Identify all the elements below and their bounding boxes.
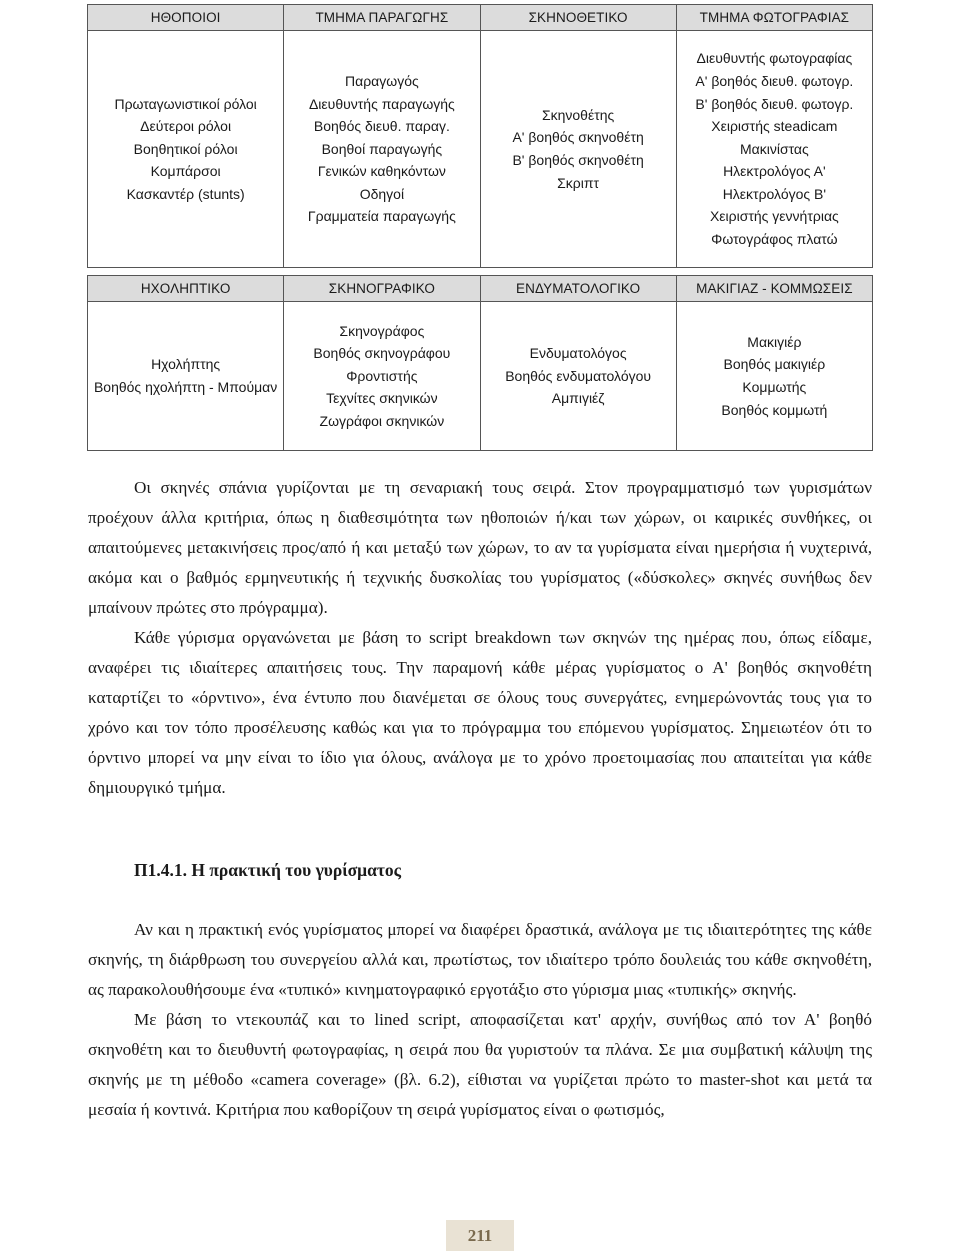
crew-departments-table-1 <box>87 4 873 268</box>
list-item: Α' βοηθός σκηνοθέτη <box>512 129 644 146</box>
page-number: 211 <box>446 1220 514 1251</box>
list-item: Διευθυντής παραγωγής <box>308 95 455 112</box>
list-item: Χειριστής γεννήτριας <box>709 208 839 225</box>
body-text-top <box>88 473 872 803</box>
production-cell <box>284 31 480 268</box>
list-item: Βοηθός σκηνογράφου <box>313 345 451 362</box>
paragraph: Οι σκηνές σπάνια γυρίζονται με τη σεναριακή τους σειρά. Στον προγραμματισμό των γυρισμάτων προέχουν άλλα κριτήρια, όπως η διαθεσιμότητα των ηθοποιών ή/και των χώρων, οι καιρικές συνθήκες, οι απαιτούμενες μετακινήσεις προς/από ή και μεταξύ των χώρων, το αν τα γυρίσματα είναι ημερήσια ή νυχτερινά, ακόμα και ο βαθμός ερμηνευτικής ή τεχνικής δυσκολίας του γυρίσματος («δύσκολες» σκηνές συνήθως δεν μπαίνουν πρώτες στο πρόγραμμα). <box>88 478 872 617</box>
costume-cell <box>480 302 676 451</box>
section-heading: Π1.4.1. Η πρακτική του γυρίσματος <box>134 860 402 880</box>
list-item: Βοηθός κομμωτή <box>721 401 828 418</box>
header-costume: ΕΝΔΥΜΑΤΟΛΟΓΙΚΟ <box>480 276 676 302</box>
list-item: Βοηθοί παραγωγής <box>321 140 443 157</box>
list-item: Ηλεκτρολόγος Β' <box>722 185 827 202</box>
list-item: Ενδυματολόγος <box>529 345 627 362</box>
list-item: Κομπάρσοι <box>150 163 221 180</box>
list-item: Κομμωτής <box>742 379 807 395</box>
list-item: Ηλεκτρολόγος Α' <box>723 163 826 180</box>
header-production: ΤΜΗΜΑ ΠΑΡΑΓΩΓΗΣ <box>284 5 480 31</box>
table-header-row <box>88 5 873 31</box>
table-header-row <box>88 276 873 302</box>
list-item: Αμπιγιέζ <box>551 390 605 407</box>
sound-cell <box>88 302 284 451</box>
list-item: Μακινίστας <box>739 140 809 157</box>
header-directing: ΣΚΗΝΟΘΕΤΙΚΟ <box>480 5 676 31</box>
body-text-bottom <box>88 915 872 1125</box>
header-photography: ΤΜΗΜΑ ΦΩΤΟΓΡΑΦΙΑΣ <box>676 5 872 31</box>
list-item: Βοηθός ενδυματολόγου <box>505 367 652 384</box>
list-item: Σκηνοθέτης <box>541 106 615 123</box>
list-item: Παραγωγός <box>345 72 419 89</box>
list-item: Χειριστής steadicam <box>711 118 838 135</box>
photography-cell <box>676 31 872 268</box>
list-item: Μακιγιέρ <box>747 333 802 350</box>
list-item: Σκριπτ <box>557 174 600 191</box>
list-item: Β' βοηθός σκηνοθέτη <box>512 152 644 168</box>
list-item: Βοηθητικοί ρόλοι <box>133 140 238 157</box>
list-item: Γενικών καθηκόντων <box>317 163 446 180</box>
list-item: Βοηθός διευθ. παραγ. <box>313 118 450 135</box>
list-item: Ηχολήπτης <box>151 356 221 373</box>
list-item: Πρωταγωνιστικοί ρόλοι <box>114 95 257 112</box>
header-actors: ΗΘΟΠΟΙΟΙ <box>88 5 284 31</box>
directing-cell <box>480 31 676 268</box>
header-sound: ΗΧΟΛΗΠΤΙΚΟ <box>88 276 284 302</box>
paragraph: Κάθε γύρισμα οργανώνεται με βάση το script breakdown των σκηνών της ημέρας που, όπως είδαμε, αναφέρει τις ιδιαίτερες απαιτήσεις τους. Την παραμονή κάθε μέρας γυρίσματος ο Α' βοηθός σκηνοθέτη καταρτίζει το «όρντινο», ένα έντυπο που διανέμεται σε όλους τους συνεργάτες, ενημερώνοντάς τους για το χρόνο και τον τόπο προσέλευσης καθώς και για το πρόγραμμα του επόμενου γυρίσματος. Σημειωτέον ότι το όρντινο μπορεί να μην είναι το ίδιο για όλους, ανάλογα με το χρόνο προετοιμασίας που απαιτείται για κάθε δημιουργικό τμήμα. <box>88 628 872 797</box>
list-item: Τεχνίτες σκηνικών <box>326 390 438 407</box>
list-item: Κασκαντέρ (stunts) <box>126 185 245 202</box>
list-item: Οδηγοί <box>359 185 405 202</box>
set-design-cell <box>284 302 480 451</box>
list-item: Βοηθός ηχολήπτη - Μπούμαν <box>93 379 278 395</box>
list-item: Φωτογράφος πλατώ <box>711 231 838 248</box>
list-item: Δεύτεροι ρόλοι <box>140 118 232 135</box>
makeup-cell <box>676 302 872 451</box>
list-item: Φροντιστής <box>346 367 418 384</box>
table-row <box>88 302 873 451</box>
list-item: Ζωγράφοι σκηνικών <box>319 412 445 429</box>
table-row <box>88 31 873 268</box>
list-item: Βοηθός μακιγιέρ <box>723 356 826 373</box>
actors-cell <box>88 31 284 268</box>
list-item: Διευθυντής φωτογραφίας <box>696 50 853 67</box>
crew-departments-table-2 <box>87 275 873 451</box>
paragraph: Με βάση το ντεκουπάζ και το lined script, αποφασίζεται κατ' αρχήν, συνήθως από τον Α' βοηθό σκηνοθέτη και το διευθυντή φωτογραφίας, η σειρά που θα γυριστούν τα πλάνα. Σε μια συμβατική κάλυψη της σκηνής με τη μέθοδο «camera coverage» (βλ. 6.2), είθισται να γυρίζεται πρώτο το master-shot και μετά τα μεσαία ή κοντινά. Κριτήρια που καθορίζουν τη σειρά γυρίσματος είναι ο φωτισμός, <box>88 1010 872 1119</box>
paragraph: Αν και η πρακτική ενός γυρίσματος μπορεί να διαφέρει δραστικά, ανάλογα με τις ιδιαιτερότητες της κάθε σκηνής, τη διάρθρωση του συνεργείου αλλά και, πρωτίστως, τον ιδιαίτερο τρόπο δουλειάς του κάθε σκηνοθέτη, ας παρακολουθήσουμε ένα «τυπικό» κινηματογραφικό εργοτάξιο στο γύρισμα μιας «τυπικής» σκηνής. <box>88 920 872 999</box>
header-set-design: ΣΚΗΝΟΓΡΑΦΙΚΟ <box>284 276 480 302</box>
list-item: Σκηνογράφος <box>339 322 425 339</box>
list-item: Γραμματεία παραγωγής <box>307 208 456 225</box>
list-item: Α' βοηθός διευθ. φωτογρ. <box>695 72 854 89</box>
list-item: Β' βοηθός διευθ. φωτογρ. <box>695 95 854 112</box>
header-makeup: ΜΑΚΙΓΙΑΖ - ΚΟΜΜΩΣΕΙΣ <box>676 276 872 302</box>
